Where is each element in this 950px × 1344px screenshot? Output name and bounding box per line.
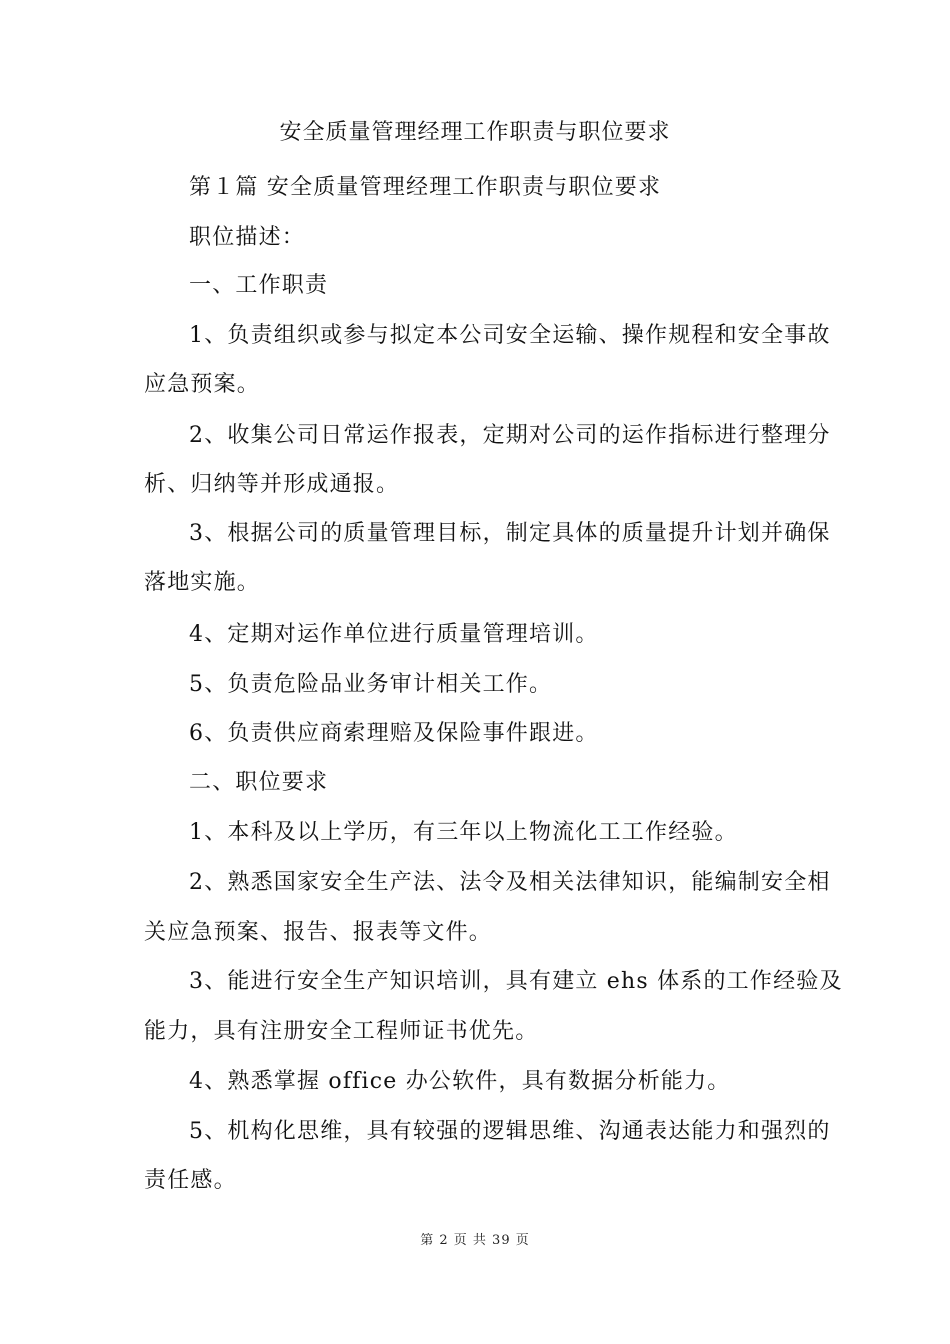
requirement-item-5-line-2: 责任感。 bbox=[144, 1168, 237, 1193]
duty-item-4: 4、定期对运作单位进行质量管理培训。 bbox=[189, 622, 599, 647]
section-heading-duties: 一、工作职责 bbox=[189, 273, 329, 298]
duty-item-1-line-2: 应急预案。 bbox=[144, 372, 261, 397]
duty-item-1-line-1: 1、负责组织或参与拟定本公司安全运输、操作规程和安全事故 bbox=[189, 323, 831, 348]
page-title: 安全质量管理经理工作职责与职位要求 bbox=[279, 120, 671, 145]
subtitle: 第１篇 安全质量管理经理工作职责与职位要求 bbox=[189, 175, 662, 200]
requirement-item-1: 1、本科及以上学历，有三年以上物流化工工作经验。 bbox=[189, 820, 738, 845]
page-footer: 第 2 页 共 39 页 bbox=[420, 1233, 530, 1248]
duty-item-2-line-2: 析、归纳等并形成通报。 bbox=[144, 472, 400, 497]
requirement-item-2-line-1: 2、熟悉国家安全生产法、法令及相关法律知识，能编制安全相 bbox=[189, 870, 831, 895]
duty-item-3-line-2: 落地实施。 bbox=[144, 570, 261, 595]
requirement-item-4: 4、熟悉掌握 office 办公软件，具有数据分析能力。 bbox=[189, 1069, 731, 1094]
duty-item-6: 6、负责供应商索理赔及保险事件跟进。 bbox=[189, 721, 599, 746]
intro-label: 职位描述： bbox=[189, 225, 306, 250]
requirement-item-3-line-2: 能力，具有注册安全工程师证书优先。 bbox=[144, 1019, 539, 1044]
section-heading-requirements: 二、职位要求 bbox=[189, 770, 329, 795]
requirement-item-2-line-2: 关应急预案、报告、报表等文件。 bbox=[144, 920, 493, 945]
duty-item-3-line-1: 3、根据公司的质量管理目标，制定具体的质量提升计划并确保 bbox=[189, 521, 831, 546]
requirement-item-5-line-1: 5、机构化思维，具有较强的逻辑思维、沟通表达能力和强烈的 bbox=[189, 1119, 831, 1144]
duty-item-2-line-1: 2、收集公司日常运作报表，定期对公司的运作指标进行整理分 bbox=[189, 423, 831, 448]
requirement-item-3-line-1: 3、能进行安全生产知识培训，具有建立 ehs 体系的工作经验及 bbox=[189, 969, 843, 994]
duty-item-5: 5、负责危险品业务审计相关工作。 bbox=[189, 672, 553, 697]
